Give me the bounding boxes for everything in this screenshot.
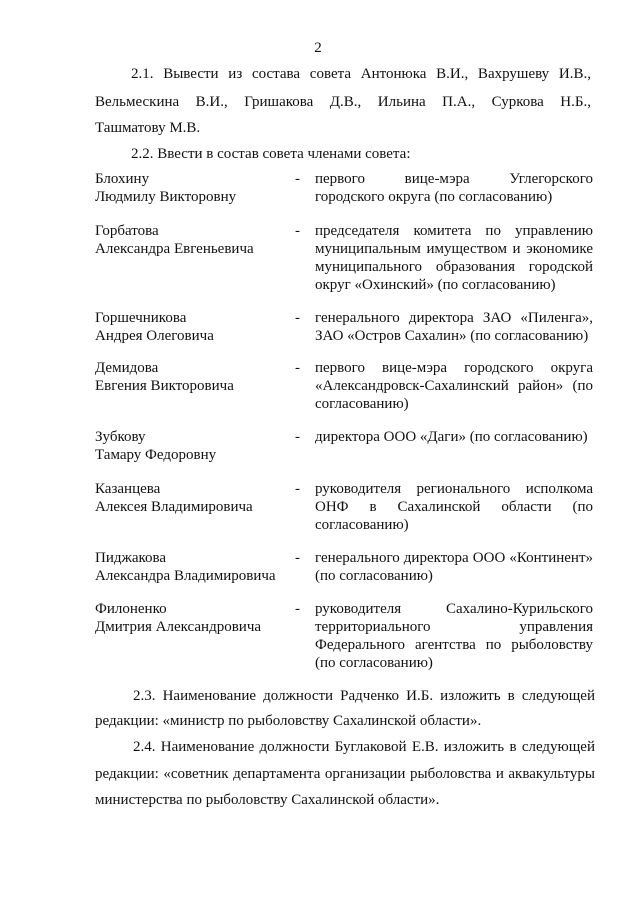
member-name: Казанцева Алексея Владимировича bbox=[95, 481, 253, 515]
member-name: Горбатова Александра Евгеньевича bbox=[95, 223, 254, 257]
dash-separator: - bbox=[295, 171, 300, 187]
dash-separator: - bbox=[295, 601, 300, 617]
member-position: генерального директора ЗАО «Пиленга», ЗАО «Остров Сахалин» (по согласованию) bbox=[315, 310, 593, 344]
member-position: руководителя регионального исполкома ОНФ в Сахалинской области (по согласованию) bbox=[315, 481, 593, 533]
paragraph-2-1-line-2: Вельмескина В.И., Гришакова Д.В., Ильина П.А., Суркова Н.Б., bbox=[95, 94, 591, 110]
member-name: Пиджакова Александра Владимировича bbox=[95, 550, 276, 584]
dash-separator: - bbox=[295, 429, 300, 445]
member-position: руководителя Сахалино-Курильского территориального управления Федерального агентства по рыболовству (по согласованию) bbox=[315, 601, 593, 671]
member-name: Демидова Евгения Викторовича bbox=[95, 360, 234, 394]
member-position: председателя комитета по управлению муниципальным имуществом и экономике муниципального образования городской округ «Охинский» (по согласованию) bbox=[315, 223, 593, 293]
member-position: первого вице-мэра Углегорского городского округа (по согласованию) bbox=[315, 171, 593, 205]
page-number: 2 bbox=[314, 40, 322, 56]
dash-separator: - bbox=[295, 223, 300, 239]
dash-separator: - bbox=[295, 550, 300, 566]
member-position: первого вице-мэра городского округа «Александровск-Сахалинский район» (по согласованию) bbox=[315, 360, 593, 412]
member-name: Зубкову Тамару Федоровну bbox=[95, 429, 217, 463]
member-position: директора ООО «Даги» (по согласованию) bbox=[315, 429, 588, 445]
paragraph-2-3-line-1: 2.3. Наименование должности Радченко И.Б. изложить в следующей bbox=[133, 688, 595, 704]
member-name: Горшечникова Андрея Олеговича bbox=[95, 310, 214, 344]
member-name: Блохину Людмилу Викторовну bbox=[95, 171, 237, 205]
member-position: генерального директора ООО «Континент» (по согласованию) bbox=[315, 550, 593, 584]
member-name: Филоненко Дмитрия Александровича bbox=[95, 601, 262, 635]
paragraph-2-2: 2.2. Ввести в состав совета членами совета: bbox=[131, 146, 411, 162]
paragraph-2-4-line-2: редакции: «советник департамента организации рыболовства и аквакультуры bbox=[95, 766, 595, 782]
dash-separator: - bbox=[295, 310, 300, 326]
paragraph-2-3-line-2: редакции: «министр по рыболовству Сахалинской области». bbox=[95, 713, 482, 729]
paragraph-2-1-line-1: 2.1. Вывести из состава совета Антонюка В.И., Вахрушеву И.В., bbox=[131, 66, 591, 82]
paragraph-2-4-line-1: 2.4. Наименование должности Буглаковой Е.В. изложить в следующей bbox=[133, 739, 595, 755]
dash-separator: - bbox=[295, 481, 300, 497]
paragraph-2-4-line-3: министерства по рыболовству Сахалинской области». bbox=[95, 792, 440, 808]
dash-separator: - bbox=[295, 360, 300, 376]
paragraph-2-1-line-3: Ташматову М.В. bbox=[95, 120, 201, 136]
